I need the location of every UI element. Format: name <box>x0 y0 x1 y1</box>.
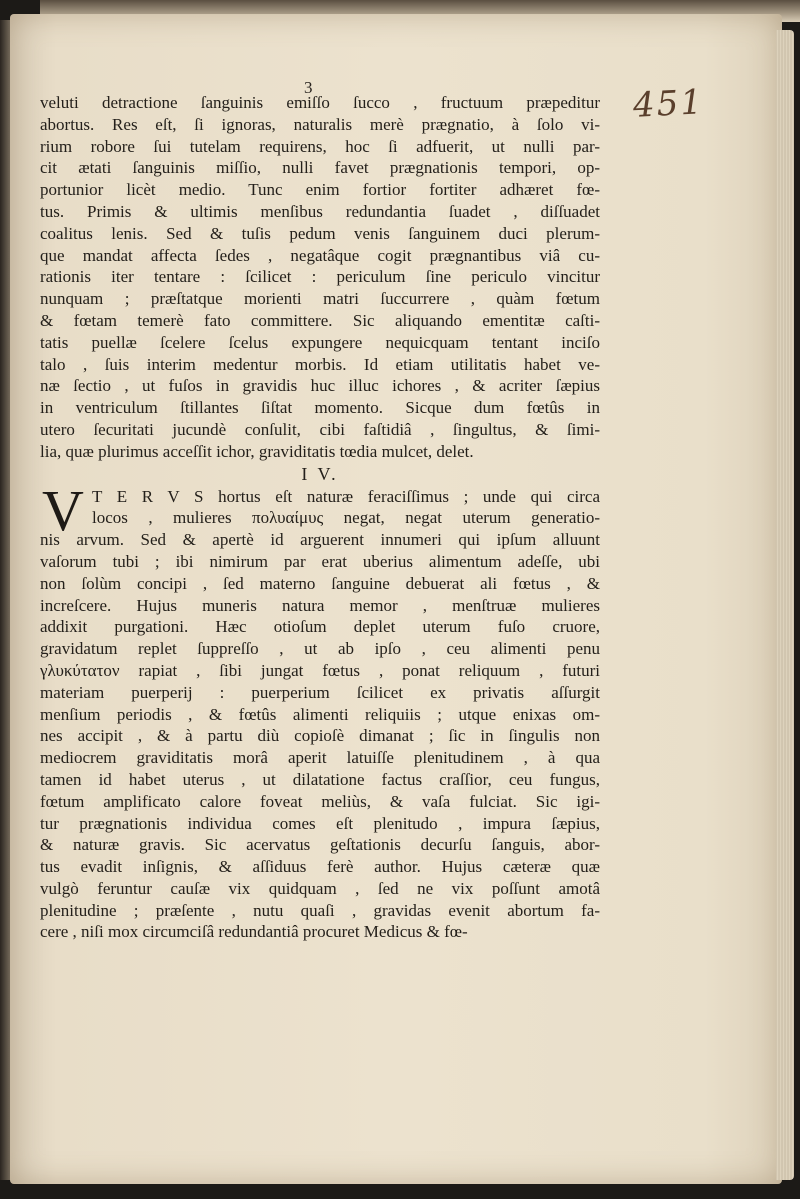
text-line: vulgò feruntur cauſæ vix quidquam , ſed ne vix poſſunt amotâ <box>40 878 600 898</box>
folio-number: 451 <box>632 82 705 126</box>
paragraph-1 <box>40 92 600 463</box>
drop-cap-initial: V <box>42 477 84 543</box>
text-line: increſcere. Hujus muneris natura memor , menſtruæ mulieres <box>40 595 600 615</box>
text-line: rium robore ſui tutelam requirens, hoc ſi adfuerit, ut nulli par- <box>40 136 600 156</box>
paragraph-2 <box>40 477 600 944</box>
text-line: T E R V S hortus eſt naturæ feraciſſimus ; unde qui circa <box>92 486 600 506</box>
text-line: coalitus lenis. Sed & tuſis pedum venis ſanguinem duci plerum- <box>40 223 600 243</box>
text-line: abortus. Res eſt, ſi ignoras, naturalis merè prægnatio, à ſolo vi- <box>40 114 600 134</box>
text-line: rationis iter tentare : ſcilicet : periculum ſine periculo vincitur <box>40 267 600 287</box>
text-line: tus evadit inſignis, & aſſiduus ferè author. Hujus cæteræ quæ <box>40 857 600 877</box>
text-line: nes accipit , & à partu diù copioſè dimanat ; ſic in ſingulis non <box>40 726 600 746</box>
text-line: menſium periodis , & fœtûs alimenti reliquiis ; utque enixas om- <box>40 704 600 724</box>
text-line: portunior licèt medio. Tunc enim fortior fortiter adhæret fœ- <box>40 180 600 200</box>
text-line: nunquam ; præſtatque morienti matri ſuccurrere , quàm fœtum <box>40 289 600 309</box>
text-line: locos , mulieres πολυαίμυς negat, negat uterum generatio- <box>92 508 600 528</box>
text-line: utero ſecuritati jucundè conſulit, cibi faſtidiâ , ſingultus, & ſimi- <box>40 419 600 439</box>
text-line: vaſorum tubi ; ibi nimirum par erat uberius alimentum adeſſe, ubi <box>40 551 600 571</box>
text-line: & naturæ gravis. Sic acervatus geſtationis decurſu ſanguis, abor- <box>40 835 600 855</box>
text-line: tus. Primis & ultimis menſibus redundantia ſuadet , diſſuadet <box>40 201 600 221</box>
paragraph-2-lines <box>40 529 600 943</box>
text-line: materiam puerperij : puerperium ſcilicet ex privatis aſſurgit <box>40 682 600 702</box>
text-line: gravidatum replet ſuppreſſo , ut ab ipſo , ceu alimenti penu <box>40 639 600 659</box>
body-text <box>40 92 600 943</box>
text-line: que mandat affecta ſedes , negatâque cogit prægnantibus viâ cu- <box>40 245 600 265</box>
text-line: cit ætati ſanguinis miſſio, nulli favet prægnationis tempori, op- <box>40 158 600 178</box>
text-line: tamen id habet uterus , ut dilatatione factus craſſior, ceu fungus, <box>40 769 600 789</box>
text-line: γλυκύτατον rapiat , ſibi jungat fœtus , ponat reliquum , futuri <box>40 660 600 680</box>
paragraph-2-indented-lines <box>40 486 600 530</box>
text-line: & fœtam temerè fato committere. Sic aliquando ementitæ caſti- <box>40 310 600 330</box>
text-line: veluti detractione ſanguinis emiſſo ſucco , fructuum præpeditur <box>40 93 600 112</box>
text-line: lia, quæ plurimus acceſſit ichor, graviditatis tœdia mulcet, delet. <box>40 441 474 461</box>
text-line: næ ſectio , ut fuſos in gravidis huc illuc ichores , & acriter ſæpius <box>40 376 600 396</box>
page-stack-edge <box>776 30 794 1180</box>
text-line: tur prægnationis individua comes eſt plenitudo , impura ſæpius, <box>40 813 600 833</box>
text-line: nis arvum. Sed & apertè id arguerent innumeri qui ipſum alluunt <box>40 530 600 550</box>
text-line: cere , niſi mox circumciſâ redundantiâ procuret Medicus & fœ- <box>40 922 468 942</box>
text-line: tatis puellæ ſcelere ſcelus expungere nequicquam tentant inciſo <box>40 332 600 352</box>
text-line: fœtum amplificato calore foveat meliùs, & vaſa fulciat. Sic igi- <box>40 791 600 811</box>
text-line: non ſolùm concipi , ſed materno ſanguine debuerat ali fœtus , & <box>40 573 600 593</box>
text-line: addixit purgationi. Hæc otioſum deplet uterum fuſo cruore, <box>40 617 600 637</box>
signature-mark: 3 <box>304 78 313 97</box>
text-line: talo , ſuis interim medentur morbis. Id etiam utilitatis habet ve- <box>40 354 600 374</box>
text-line: plenitudine ; præſente , nutu quaſi , gravidas evenit abortum fa- <box>40 900 600 920</box>
text-line: mediocrem graviditatis morâ aperit latuiſſe plenitudinem , à qua <box>40 748 600 768</box>
section-heading: I V. <box>301 463 339 484</box>
text-line: in ventriculum ſtillantes ſiſtat momento. Sicque dum fœtûs in <box>40 398 600 418</box>
